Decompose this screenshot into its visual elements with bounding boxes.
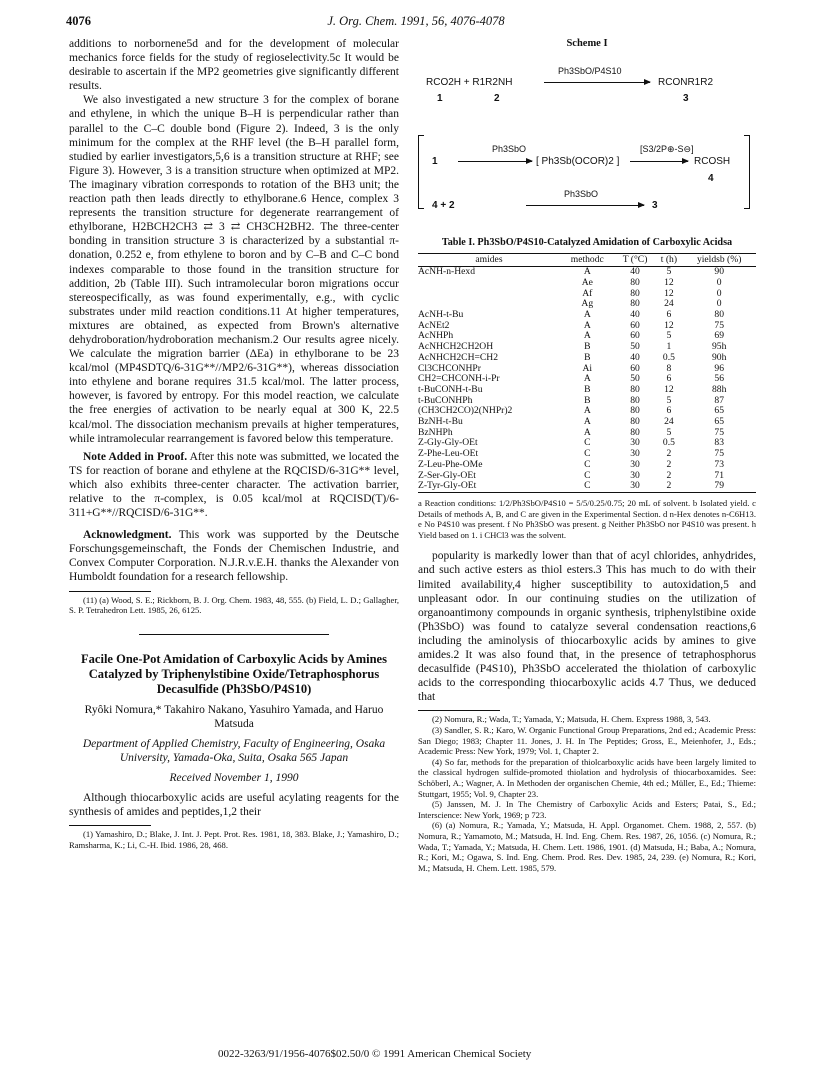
table-cell: (CH3CH2CO)2(NHPr)2	[418, 405, 513, 417]
table-cell: 80	[630, 287, 640, 299]
table-cell: Af	[582, 287, 593, 299]
acknowledgment-heading: Acknowledgment.	[83, 529, 172, 542]
table-cell: 79	[682, 481, 756, 492]
table-cell: Z-Ser-Gly-OEt	[418, 469, 476, 481]
table-cell: t-BuCONHPh	[418, 394, 473, 406]
table-cell: 40	[630, 309, 640, 321]
table-cell: 80	[630, 405, 640, 417]
table-cell: Ai	[582, 362, 593, 374]
table-cell: C	[560, 481, 615, 492]
column-header: T (°C)	[615, 253, 656, 267]
table-cell: B	[584, 394, 591, 406]
column-header: yieldsb (%)	[682, 253, 756, 267]
table-cell: 6	[666, 309, 672, 321]
page-number: 4076	[66, 14, 91, 28]
table-cell	[418, 289, 560, 300]
table-cell: AcNH-t-Bu	[418, 309, 464, 321]
table-cell: A	[583, 416, 591, 428]
table-cell: B	[584, 341, 591, 353]
table-row	[418, 278, 756, 289]
acknowledgment	[69, 528, 399, 584]
table-caption: Table I. Ph3SbO/P4S10-Catalyzed Amidation of Carboxylic Acidsa	[441, 237, 733, 248]
reaction-arrow	[630, 161, 688, 162]
table-cell: 50	[630, 373, 640, 385]
table-cell: 75	[714, 319, 724, 331]
table-cell: 90	[714, 266, 724, 278]
acknowledgment-body: This work was supported by the Deutsche Forschungsgemeinschaft, the Fonds der Chemischen Industrie, and Convex Computer Corporation. N.J.R.v.E.H. thanks the Alexander von Humboldt foundation for a research fellowship.	[69, 529, 399, 584]
table-cell: Z-Phe-Leu-OEt	[418, 448, 479, 460]
table-cell: 30	[630, 469, 640, 481]
table-cell: 56	[714, 373, 724, 385]
paragraph: We also investigated a new structure 3 for the complex of borane and ethylene, in which the unique B–H is perpendicular rather than parallel to the C–C double bond (Figure 2). Indeed, 3 is the only minimum for the complex at the RHF level (the B–H parallel form, studied by earlier investigators,5,6 is a transition structure at RHF; see Figure 3). However, 3 is a transition structure when optimized at MP2. The imaginary vibration corresponds to rotation of the BH3 unit; the reaction path then leads directly to ethylborane.6 Hence, complex 3 represents the transition structure for degenerate rearrangement of ethylborane, H2BCH2CH3 ⇄ 3 ⇄ CH3CH2BH2. The three-center bonding in transition structure 3 is characterized by a substantial π-donation, 0.252 e, from ethylene to boron and by C–B and C–C bond indexes comparable to those found in the transition structure for addition, 2b (Table III). Such intramolecular boron migrations occur stereospecifically, as was found experimentally, e.g., with cyclic substrates under mild reaction conditions.11 At higher temperatures, mixtures are obtained, as expected from Brown's alternative dehydroboration/hydroboration mechanism.2 Our results agree nicely. We calculate the migration barrier (ΔEa) in ethylborane to be 23 kcal/mol (MP4SDTQ/6-31G**//MP2/6-31G**), whereas dissociation into ethylene and borane requires 31.5 kcal/mol. The latter process, however, is favored by entropy. For this model reaction, we calculate the free energies of activation to be nearly equal at 300 K, 22.5 kcal/mol. The dissociation mechanism prevails at higher temperatures, while intramolecular rearrangement is favored below this temperature.	[69, 94, 399, 445]
reference: (5) Janssen, M. J. In The Chemistry of Carboxylic Acids and Esters; Patai, S., Ed.; Interscience: New York, 1969; p 723.	[418, 799, 756, 820]
table-cell: BzNHPh	[418, 426, 453, 438]
table-cell: C	[584, 458, 591, 470]
reaction-arrow	[544, 82, 650, 83]
table-cell: 80	[630, 394, 640, 406]
table-cell: 96	[714, 362, 724, 374]
table-cell: 60	[630, 362, 640, 374]
reference: (2) Nomura, R.; Wada, T.; Yamada, Y.; Matsuda, H. Chem. Express 1988, 3, 543.	[432, 714, 711, 725]
cycle-bracket-right	[744, 135, 750, 209]
table-cell: 0	[716, 276, 722, 288]
table-cell: 24	[664, 416, 674, 428]
table-cell: 12	[664, 287, 674, 299]
table-cell: 2	[666, 469, 672, 481]
table-cell: BzNH-t-Bu	[418, 416, 463, 428]
table-cell: B	[584, 383, 591, 395]
table-row	[418, 460, 756, 471]
reaction2-intermediate: [ Ph3Sb(OCOR)2 ]	[536, 156, 620, 167]
table-cell: AcNHCH2CH=CH2	[418, 351, 499, 363]
table-cell: 5	[666, 394, 672, 406]
table-cell: 65	[714, 405, 724, 417]
table-cell: 80	[630, 276, 640, 288]
column-header: amides	[418, 253, 560, 267]
journal-citation: J. Org. Chem. 1991, 56, 4076-4078	[327, 14, 505, 28]
intro-paragraph: Although thiocarboxylic acids are useful acylating reagents for the synthesis of amides and peptides,1,2 their	[69, 792, 399, 819]
reaction-arrow	[458, 161, 532, 162]
table-cell: AcNH-n-Hexd	[418, 266, 476, 278]
table-cell: B	[584, 351, 591, 363]
compound-label: 1	[437, 93, 443, 104]
reference: (4) So far, methods for the preparation of thiolcarboxylic acids have been largely limited to the classical hydrogen sulfide-promoted thiolation and hydrolysis of thiocarboxamides. See: Schöberl, A.; Wagner, A. In Methoden der organischen Chemie, 4th ed.; Müller, E., Ed.; Thieme: Stuttgart, 1955; Vol. 9, Chapter 23.	[418, 756, 756, 799]
table-cell: 6	[666, 373, 672, 385]
table-cell: 30	[630, 458, 640, 470]
table-cell	[418, 278, 560, 289]
table-cell: 5	[666, 266, 672, 278]
table-cell: 75	[714, 448, 724, 460]
table-cell: 2	[655, 481, 682, 492]
table-cell: 40	[630, 266, 640, 278]
reaction2-product: RCOSH	[694, 156, 731, 167]
reaction1-product: RCONR1R2	[658, 77, 714, 88]
article-title: Facile One-Pot Amidation of Carboxylic Acids by Amines Catalyzed by Triphenylstibine Oxide/Tetraphosphorus Decasulfide (Ph3SbO/P4S10)	[81, 651, 387, 696]
table-cell: A	[583, 426, 591, 438]
table-cell: 30	[630, 437, 640, 449]
left-column	[69, 37, 399, 851]
affiliation: Department of Applied Chemistry, Faculty of Engineering, Osaka University, Yamada-Oka, Suita, Osaka 565 Japan	[82, 737, 386, 765]
table-cell: 80	[630, 298, 640, 310]
table-cell: 0.5	[662, 351, 675, 363]
reference: (6) (a) Nomura, R.; Yamada, Y.; Matsuda, H. Appl. Organomet. Chem. 1988, 2, 557. (b) Nomura, R.; Yamamoto, M.; Matsuda, H. Ind. Eng. Chem. Res. 1987, 26, 1056. (c) Nomura, R.; Wada, T.; Yamada, Y.; Matsuda, H. Chem. Lett. 1986, 1901. (d) Matsuda, H.; Baba, A.; Nomura, R.; Kori, M.; Ogawa, S. Ind. Eng. Chem. Prod. Res. Dev. 1985, 24, 239. (e) Nomura, R.; Kori, M.; Matsuda, H. Chem. Lett. 1985, 579.	[418, 820, 756, 873]
table-cell: 0	[716, 298, 722, 310]
table-cell: 30	[615, 481, 656, 492]
page-footer: 0022-3263/91/1956-4076$02.50/0 © 1991 American Chemical Society	[218, 1048, 532, 1060]
column-header: methodc	[560, 253, 615, 267]
reference: (3) Sandler, S. R.; Karo, W. Organic Functional Group Preparations, 2nd ed.; Academic Press: San Diego; 1983; Chapter 11. Jones, J. H. In The Peptides; Gross, E., Meienhofer, J., Eds.; Academic Press: New York, 1979; Vol. 1, Chapter 2.	[418, 724, 756, 757]
table-cell: 40	[630, 351, 640, 363]
table-cell: A	[583, 405, 591, 417]
table-cell: 5	[666, 426, 672, 438]
table-cell: A	[583, 319, 591, 331]
table-cell: 2	[666, 448, 672, 460]
note-added-in-proof	[69, 450, 399, 520]
table-cell: 0	[716, 287, 722, 299]
table-cell: 80	[630, 426, 640, 438]
table-cell: Z-Tyr-Gly-OEt	[418, 481, 560, 492]
cycle-bracket-left	[418, 135, 424, 209]
reaction1-reagent: Ph3SbO/P4S10	[558, 66, 622, 76]
table-cell: 12	[664, 276, 674, 288]
reaction2-reagent1: Ph3SbO	[492, 144, 527, 154]
reaction1-reactants: RCO2H + R1R2NH	[426, 77, 513, 88]
table-cell: 90h	[711, 351, 727, 363]
table-cell: AcNEt2	[418, 319, 450, 331]
table-cell: Ae	[581, 276, 593, 288]
table-cell: 2	[666, 458, 672, 470]
table-cell: t-BuCONH-t-Bu	[418, 383, 483, 395]
table-cell: 71	[714, 469, 724, 481]
table-cell: 87	[714, 394, 724, 406]
table-cell: C	[584, 469, 591, 481]
reaction2-reagent2: [S3/2P⊕-S⊖]	[640, 144, 694, 154]
table-cell: C	[584, 448, 591, 460]
table-cell: Z-Leu-Phe-OMe	[418, 458, 483, 470]
table-cell: 69	[714, 330, 724, 342]
reaction3-reactants: 4 + 2	[432, 200, 455, 211]
reaction3-reagent: Ph3SbO	[564, 189, 599, 199]
table-cell: 1	[666, 341, 672, 353]
table-cell: Cl3CHCONHPr	[418, 362, 481, 374]
table-cell: 30	[630, 448, 640, 460]
table-cell: CH2=CHCONH-i-Pr	[418, 373, 500, 385]
paragraph: popularity is markedly lower than that of acyl chlorides, anhydrides, and such active esters as thiol esters.3 This has much to do with their limited availability,4 higher susceptibility to autoxidation,5 and unpleasant odor. In our continuing studies on the utilization of organoantimony compounds in organic synthesis, triphenylstibine oxide (Ph3SbO) was found to catalyze several condensation reactions,6 including the aminolysis of thiocarboxylic acids by amines to give amides.2 It was also found that, in the presence of tetraphosphorus decasulfide (P4S10), Ph3SbO accelerated the thiolation of carboxylic acids to the corresponding thiocarboxylic acids 4.7 Thus, we deduced that	[418, 550, 756, 704]
page-header	[66, 14, 766, 30]
references-list	[418, 714, 756, 873]
reference-11: (11) (a) Wood, S. E.; Rickborn, B. J. Org. Chem. 1983, 48, 555. (b) Field, L. D.; Gallagher, S. P. Tetrahedron Lett. 1985, 26, 6125.	[69, 594, 399, 616]
table-cell: C	[584, 437, 591, 449]
footnote-rule	[418, 710, 500, 711]
scheme-1	[418, 37, 756, 233]
table-cell: 50	[630, 341, 640, 353]
table-cell: Ag	[581, 298, 594, 310]
table-cell: AcNHCH2CH2OH	[418, 341, 494, 353]
article-separator	[139, 634, 329, 635]
column-header: t (h)	[655, 253, 682, 267]
note-heading: Note Added in Proof.	[83, 450, 188, 463]
right-column	[418, 37, 756, 873]
table-cell: 60	[630, 330, 640, 342]
authors: Ryôki Nomura,* Takahiro Nakano, Yasuhiro Yamada, and Haruo Matsuda	[84, 703, 384, 730]
table-cell: 65	[714, 416, 724, 428]
reaction-arrow	[526, 205, 644, 206]
table-cell: Z-Gly-Gly-OEt	[418, 437, 478, 449]
compound-label: 2	[494, 93, 500, 104]
footnote-rule	[69, 825, 151, 826]
compound-label: 3	[683, 93, 689, 104]
table-cell: 8	[666, 362, 672, 374]
table-cell: A	[583, 266, 591, 278]
table-cell: 80	[714, 309, 724, 321]
reaction2-start: 1	[432, 156, 438, 167]
table-footnotes: a Reaction conditions: 1/2/Ph3SbO/P4S10 = 5/5/0.25/0.75; 20 mL of solvent. b Isolated yield. c Details of methods A, B, and C are given in the Experimental Section. d n-Hex denotes n-C6H13. e No P4S10 was present. f No Ph3SbO was present. g Neither Ph3SbO nor P4S10 was present. h Yield based on 1. i CHCl3 was the solvent.	[418, 497, 756, 540]
reference-1: (1) Yamashiro, D.; Blake, J. Int. J. Pept. Prot. Res. 1981, 18, 383. Blake, J.; Yamashiro, D.; Ramsharma, K.; Li, C.-H. Ibid. 1986, 28, 468.	[69, 829, 399, 850]
table-cell: A	[583, 373, 591, 385]
note-body: After this note was submitted, we located the TS for reaction of borane and ethylene at the RQCISD/6-31G** level, which also exhibits three-center character. The activation barrier, relative to the π-complex, is 0.05 kcal/mol at RQCISD(T)/6-311+G**//RQCISD/6-31G**.	[69, 450, 399, 520]
table-row	[418, 481, 756, 492]
table-cell: 12	[664, 319, 674, 331]
table-cell: 83	[714, 437, 724, 449]
table-cell: A	[583, 309, 591, 321]
reaction3-product: 3	[652, 200, 658, 211]
table-cell: 80	[630, 416, 640, 428]
table-cell: 0.5	[662, 437, 675, 449]
table-row	[418, 353, 756, 364]
table-cell: 60	[630, 319, 640, 331]
table-cell: AcNHPh	[418, 330, 454, 342]
paragraph: additions to norbornene5d and for the development of molecular mechanics force fields for the study of regioselectivity.5c It would be desirable to ascertain if the MP2 geometries give significantly different results.	[69, 38, 399, 93]
scheme-title: Scheme I	[566, 38, 608, 49]
table-cell: 88h	[711, 383, 727, 395]
table-cell: 12	[664, 383, 674, 395]
table-cell: 24	[664, 298, 674, 310]
table-cell: A	[583, 330, 591, 342]
received-date: Received November 1, 1990	[169, 772, 299, 785]
table-cell: 80	[630, 383, 640, 395]
table-cell: 73	[714, 458, 724, 470]
table-cell: 95h	[711, 341, 727, 353]
compound-label: 4	[708, 173, 714, 184]
table-cell: 5	[666, 330, 672, 342]
table-body	[418, 267, 756, 493]
table-cell: 6	[666, 405, 672, 417]
amidation-table	[418, 253, 756, 493]
table-cell: 75	[714, 426, 724, 438]
footnote-rule	[69, 591, 151, 592]
